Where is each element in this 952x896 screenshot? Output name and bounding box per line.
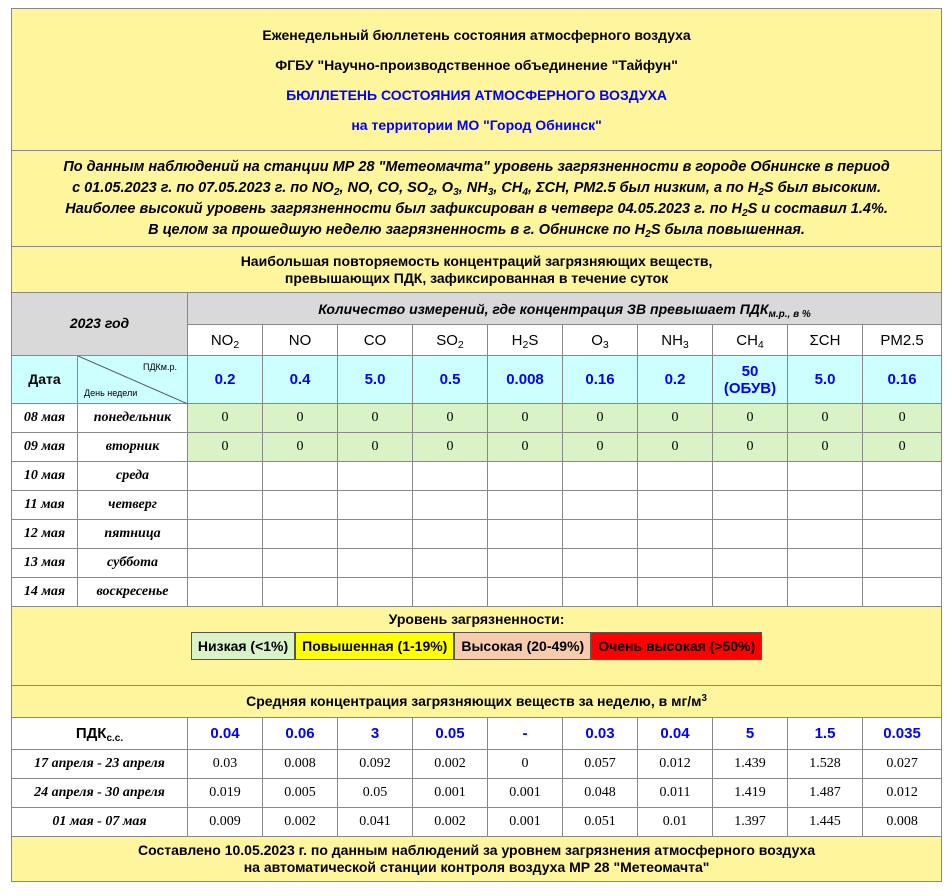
daily-cell: 0 [638, 404, 713, 433]
header-line-1: Еженедельный бюллетень состояния атмосферного воздуха [262, 26, 691, 43]
level-badge: Повышенная (1-19%) [295, 632, 454, 660]
daily-cell [263, 549, 338, 578]
weekly-pdk-value: 5 [713, 718, 788, 750]
daily-cell: 0 [563, 404, 638, 433]
daily-cell: 0 [788, 404, 863, 433]
pdk-value [563, 356, 638, 404]
daily-cell [788, 462, 863, 491]
row-weekday: понедельник [78, 404, 188, 433]
weekly-cell: 1.439 [713, 750, 788, 779]
day-row [12, 520, 942, 549]
daily-cell [563, 520, 638, 549]
daily-cell [788, 578, 863, 607]
daily-cell [413, 462, 488, 491]
day-row [12, 549, 942, 578]
footer-line-1: Составлено 10.05.2023 г. по данным наблюдений за уровнем загрязнения атмосферного воздуха [137, 842, 816, 858]
pollutant-header: ΣCH [788, 325, 863, 356]
day-row [12, 462, 942, 491]
weekly-pdk-value: 0.06 [263, 718, 338, 750]
daily-cell: 0 [563, 433, 638, 462]
summary-line-4: В целом за прошедшую неделю загрязненность в г. Обнинске по $H_2S$ была повышенная. [148, 221, 805, 240]
daily-cell [338, 520, 413, 549]
daily-cell: 0 [413, 433, 488, 462]
daily-cell [563, 549, 638, 578]
daily-cell: 0 [488, 433, 563, 462]
diag-day-label: День недели [84, 388, 138, 398]
row-date: 11 мая [12, 491, 78, 520]
weekly-cell: 0.001 [488, 808, 563, 837]
pollutant-header: NO [263, 325, 338, 356]
footer-line-2: на автоматической станции контроля воздуха МР 28 "Метеомачта" [243, 859, 710, 875]
weekly-row [12, 808, 942, 837]
pdk-value [638, 356, 713, 404]
row-date: 09 мая [12, 433, 78, 462]
diag-pdk-label: ПДКм.р. [142, 362, 177, 372]
pdk-value-line: 50 [741, 362, 759, 380]
header-line-4: на территории МО "Город Обнинск" [351, 116, 602, 133]
weekly-pdk-row [12, 718, 942, 750]
daily-cell [338, 578, 413, 607]
weekly-cell: 1.419 [713, 779, 788, 808]
pdk-value-line: 0.2 [664, 371, 686, 388]
daily-cell [338, 549, 413, 578]
weekly-cell: 0.048 [563, 779, 638, 808]
weekly-cell: 1.487 [788, 779, 863, 808]
day-row [12, 404, 942, 433]
pollutant-header: $O_3$ [563, 325, 638, 356]
daily-cell [263, 462, 338, 491]
row-weekday: пятница [78, 520, 188, 549]
weekly-cell: 0.002 [413, 750, 488, 779]
daily-cell [188, 578, 263, 607]
daily-cell: 0 [788, 433, 863, 462]
daily-cell [413, 491, 488, 520]
daily-cell [713, 491, 788, 520]
daily-cell [488, 549, 563, 578]
pdk-value-line: 0.2 [214, 371, 236, 388]
pdk-value [713, 356, 788, 404]
weekly-row [12, 750, 942, 779]
daily-cell: 0 [263, 433, 338, 462]
daily-cell [413, 578, 488, 607]
summary-line-1: По данным наблюдений на станции МР 28 "Метеомачта" уровень загрязненности в городе Обнинске в период [63, 158, 890, 175]
daily-cell: 0 [488, 404, 563, 433]
weekly-cell: 0.008 [863, 808, 942, 837]
pdk-value [338, 356, 413, 404]
weekly-cell: 0.027 [863, 750, 942, 779]
daily-cell [788, 491, 863, 520]
daily-cell [863, 462, 942, 491]
weekly-pdk-label: $ПДК_{с.с.}$ [12, 718, 188, 750]
pdk-value-line: 5.0 [814, 371, 836, 388]
daily-cell: 0 [713, 433, 788, 462]
bulletin-table [11, 8, 942, 882]
weekly-pdk-value: - [488, 718, 563, 750]
pollutant-header: CO [338, 325, 413, 356]
row-weekday: среда [78, 462, 188, 491]
levels-section [12, 607, 942, 686]
weekly-cell: 0.05 [338, 779, 413, 808]
row-weekday: вторник [78, 433, 188, 462]
daily-cell: 0 [188, 433, 263, 462]
daily-cell [413, 549, 488, 578]
pollutant-header: PM2.5 [863, 325, 942, 356]
pdk-row [12, 356, 942, 404]
daily-cell [563, 462, 638, 491]
weekly-cell: 0.01 [638, 808, 713, 837]
daily-cell [488, 578, 563, 607]
date-label: Дата [12, 356, 78, 404]
daily-cell [638, 549, 713, 578]
day-row [12, 433, 942, 462]
pdk-value [188, 356, 263, 404]
day-row [12, 578, 942, 607]
weekly-pdk-value: 0.03 [563, 718, 638, 750]
daily-cell [638, 491, 713, 520]
row-date: 08 мая [12, 404, 78, 433]
weekly-cell: 0.002 [413, 808, 488, 837]
weekly-cell: 0.03 [188, 750, 263, 779]
daily-cell [563, 578, 638, 607]
row-date: 14 мая [12, 578, 78, 607]
weekly-cell: 0.005 [263, 779, 338, 808]
row-date: 13 мая [12, 549, 78, 578]
day-row [12, 491, 942, 520]
daily-cell [488, 491, 563, 520]
weekly-cell: 0.012 [638, 750, 713, 779]
weekly-pdk-value: 3 [338, 718, 413, 750]
daily-cell [788, 520, 863, 549]
weekly-period: 17 апреля - 23 апреля [12, 750, 188, 779]
daily-cell [338, 462, 413, 491]
weekly-cell: 0.041 [338, 808, 413, 837]
header-line-3: БЮЛЛЕТЕНЬ СОСТОЯНИЯ АТМОСФЕРНОГО ВОЗДУХА [286, 86, 668, 103]
weekly-pdk-value: 0.04 [188, 718, 263, 750]
weekly-cell: 0.051 [563, 808, 638, 837]
weekly-cell: 0.002 [263, 808, 338, 837]
daily-cell: 0 [638, 433, 713, 462]
levels-row [12, 607, 942, 686]
bulletin [11, 8, 941, 882]
levels-title: Уровень загрязненности: [388, 611, 565, 627]
daily-cell: 0 [263, 404, 338, 433]
summary-line-3: Наиболее высокий уровень загрязненности был зафиксирован в четверг 04.05.2023 г. по $H_2S$ и составил 1.4%. [65, 200, 888, 219]
daily-cell [413, 520, 488, 549]
pdk-value [413, 356, 488, 404]
daily-cell: 0 [413, 404, 488, 433]
summary-line-2: с 01.05.2023 г. по 07.05.2023 г. по $NO_2$, NO, CO, $SO_2$, $O_3$, $NH_3$, $CH_4$, ΣCH, PM2.5 был низким, а по $H_2S$ был высоким. [72, 179, 882, 198]
daily-cell: 0 [713, 404, 788, 433]
pdk-value [863, 356, 942, 404]
daily-cell: 0 [863, 433, 942, 462]
pdk-value-line: 0.4 [289, 371, 311, 388]
daily-cell [638, 462, 713, 491]
weekly-period: 24 апреля - 30 апреля [12, 779, 188, 808]
daily-cell [188, 549, 263, 578]
year-label: 2023 год [12, 293, 188, 356]
weekly-cell: 0.011 [638, 779, 713, 808]
weekly-pdk-value: 0.05 [413, 718, 488, 750]
daily-title: Наибольшая повторяемость концентраций загрязняющих веществ, превышающих ПДК, зафиксированная в течение суток [12, 247, 942, 293]
pdk-value-line: 0.008 [506, 371, 544, 388]
daily-cell [188, 491, 263, 520]
level-badge: Высокая (20-49%) [454, 632, 591, 660]
daily-cell [713, 578, 788, 607]
daily-cell: 0 [863, 404, 942, 433]
weekly-cell: 0.001 [488, 779, 563, 808]
weekly-cell: 0 [488, 750, 563, 779]
weekly-pdk-value: 0.035 [863, 718, 942, 750]
daily-cell [188, 520, 263, 549]
daily-cell [263, 578, 338, 607]
row-date: 12 мая [12, 520, 78, 549]
pollutant-header: $NO_2$ [188, 325, 263, 356]
daily-cell [338, 491, 413, 520]
summary-text [12, 151, 942, 247]
daily-cell [713, 462, 788, 491]
daily-cell [863, 578, 942, 607]
level-badge: Очень высокая (>50%) [591, 632, 762, 660]
footer [12, 837, 942, 882]
header-line-2: ФГБУ "Научно-производственное объединение "Тайфун" [275, 56, 678, 73]
daily-cell [788, 549, 863, 578]
weekly-period: 01 мая - 07 мая [12, 808, 188, 837]
daily-cell [263, 520, 338, 549]
daily-cell: 0 [338, 404, 413, 433]
daily-cell [863, 520, 942, 549]
daily-cell: 0 [338, 433, 413, 462]
pdk-value [488, 356, 563, 404]
weekly-cell: 0.057 [563, 750, 638, 779]
weekly-title-row [12, 686, 942, 718]
daily-cell [263, 491, 338, 520]
pollutant-header: $SO_2$ [413, 325, 488, 356]
count-label: Количество измерений, где концентрация ЗВ превышает $ПДК_{м.р., в \%}$ [188, 293, 942, 325]
row-weekday: четверг [78, 491, 188, 520]
row-date: 10 мая [12, 462, 78, 491]
weekly-cell: 1.445 [788, 808, 863, 837]
bulletin-header [12, 9, 942, 151]
footer-row [12, 837, 942, 882]
daily-cell [713, 549, 788, 578]
weekly-cell: 0.001 [413, 779, 488, 808]
daily-cell [563, 491, 638, 520]
weekly-cell: 1.397 [713, 808, 788, 837]
pollutant-header: $NH_3$ [638, 325, 713, 356]
pdk-value-line: 0.5 [439, 371, 461, 388]
weekly-title: Средняя концентрация загрязняющих веществ за неделю, в $мг/м^3$ [12, 686, 942, 718]
daily-cell [488, 462, 563, 491]
weekly-cell: 0.019 [188, 779, 263, 808]
weekly-row [12, 779, 942, 808]
pollutant-header: $CH_4$ [713, 325, 788, 356]
pollutant-header: $H_2S$ [488, 325, 563, 356]
pdk-value-line: 0.16 [585, 371, 615, 388]
daily-cell: 0 [188, 404, 263, 433]
weekly-cell: 0.009 [188, 808, 263, 837]
daily-cell [638, 520, 713, 549]
weekly-pdk-value: 1.5 [788, 718, 863, 750]
pdk-value [788, 356, 863, 404]
weekly-cell: 0.092 [338, 750, 413, 779]
daily-cell [188, 462, 263, 491]
pdk-value-line: 0.16 [887, 371, 917, 388]
levels-legend [12, 632, 941, 660]
weekly-cell: 0.008 [263, 750, 338, 779]
daily-cell [863, 491, 942, 520]
diagonal-header [78, 356, 188, 404]
level-badge: Низкая (<1%) [191, 632, 295, 660]
weekly-pdk-value: 0.04 [638, 718, 713, 750]
pdk-value-line: 5.0 [364, 371, 386, 388]
row-weekday: воскресенье [78, 578, 188, 607]
daily-cell [488, 520, 563, 549]
pdk-value [263, 356, 338, 404]
daily-cell [863, 549, 942, 578]
weekly-cell: 0.012 [863, 779, 942, 808]
weekly-cell: 1.528 [788, 750, 863, 779]
daily-cell [638, 578, 713, 607]
pdk-value-line: (ОБУВ) [723, 379, 777, 397]
daily-cell [713, 520, 788, 549]
row-weekday: суббота [78, 549, 188, 578]
